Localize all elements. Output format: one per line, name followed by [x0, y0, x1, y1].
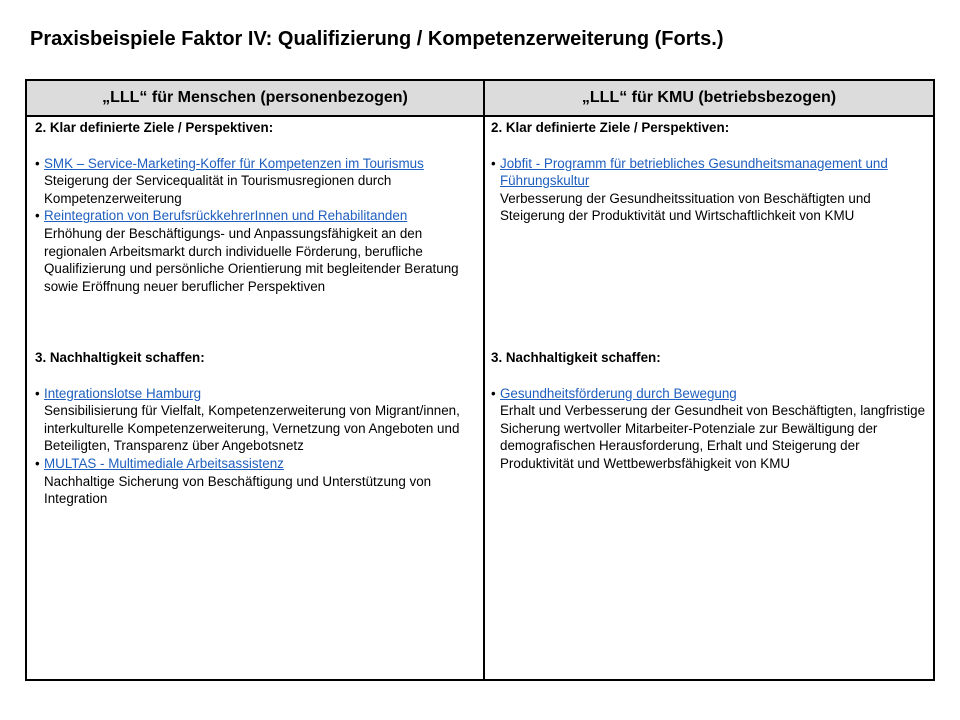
left-cell-goals [35, 119, 479, 295]
project-description: Verbesserung der Gesundheitssituation von Beschäftigten und Steigerung der Produktivität und Wirtschaftlichkeit von KMU [500, 190, 871, 224]
section-heading-sustainability: 3. Nachhaltigkeit schaffen: [491, 350, 661, 365]
list-item [491, 155, 927, 225]
project-link-smk[interactable]: SMK – Service-Marketing-Koffer für Kompetenzen im Tourismus [44, 155, 424, 171]
header-persons: „LLL“ für Menschen (personenbezogen) [102, 89, 408, 106]
list-item [35, 207, 479, 295]
list-item [35, 155, 479, 208]
list-item [35, 385, 479, 455]
project-description: Nachhaltige Sicherung von Beschäftigung und Unterstützung von Integration [44, 473, 432, 507]
project-description: Erhalt und Verbesserung der Gesundheit von Beschäftigten, langfristige Sicherung wertvoller Mitarbeiter-Potenziale zur Bewältigung der demografischen Herausforderung, Erhalt und Steigerung der Produktivität und Wettbewerbsfähigkeit von KMU [500, 403, 926, 471]
project-link-gesundheitsfoerderung[interactable]: Gesundheitsförderung durch Bewegung [500, 385, 737, 401]
right-cell-sustainability [491, 349, 927, 473]
project-description: Steigerung der Servicequalität in Tourismusregionen durch Kompetenzerweiterung [44, 173, 392, 206]
column-divider [483, 81, 485, 679]
project-link-reintegration[interactable]: Reintegration von BerufsrückkehrerInnen und Rehabilitanden [44, 208, 408, 224]
bullet-icon: • [35, 385, 40, 401]
slide-title: Praxisbeispiele Faktor IV: Qualifizierung / Kompetenzerweiterung (Forts.) [30, 28, 724, 50]
right-cell-goals [491, 119, 927, 225]
header-kmu: „LLL“ für KMU (betriebsbezogen) [581, 89, 837, 106]
bullet-icon: • [35, 155, 40, 171]
left-cell-sustainability [35, 349, 479, 508]
list-item [35, 455, 479, 508]
bullet-icon: • [491, 155, 496, 171]
section-heading-sustainability: 3. Nachhaltigkeit schaffen: [35, 350, 205, 365]
project-link-jobfit[interactable]: Jobfit - Programm für betriebliches Gesundheitsmanagement und Führungskultur [500, 155, 888, 189]
project-description: Sensibilisierung für Vielfalt, Kompetenzerweiterung von Migrant/innen, interkulturelle Kompetenzerweiterung, Vernetzung von Angeboten und Beteiligten, Transparenz über Angebotsnetz [44, 403, 460, 454]
list-item [491, 385, 927, 473]
project-link-multas[interactable]: MULTAS - Multimediale Arbeitsassistenz [44, 455, 284, 471]
table-header-row [27, 81, 933, 117]
section-heading-goals: 2. Klar definierte Ziele / Perspektiven: [35, 120, 274, 135]
section-heading-goals: 2. Klar definierte Ziele / Perspektiven: [491, 120, 730, 135]
bullet-icon: • [491, 385, 496, 401]
bullet-icon: • [35, 455, 40, 471]
comparison-table [25, 79, 935, 681]
project-description: Erhöhung der Beschäftigungs- und Anpassungsfähigkeit an den regionalen Arbeitsmarkt durch individuelle Förderung, berufliche Qualifizierung und persönliche Orientierung mit begleitender Beratung sowie Eröffnung neuer beruflicher Perspektiven [44, 225, 459, 294]
bullet-icon: • [35, 208, 40, 224]
project-link-integrationslotse[interactable]: Integrationslotse Hamburg [44, 385, 202, 401]
